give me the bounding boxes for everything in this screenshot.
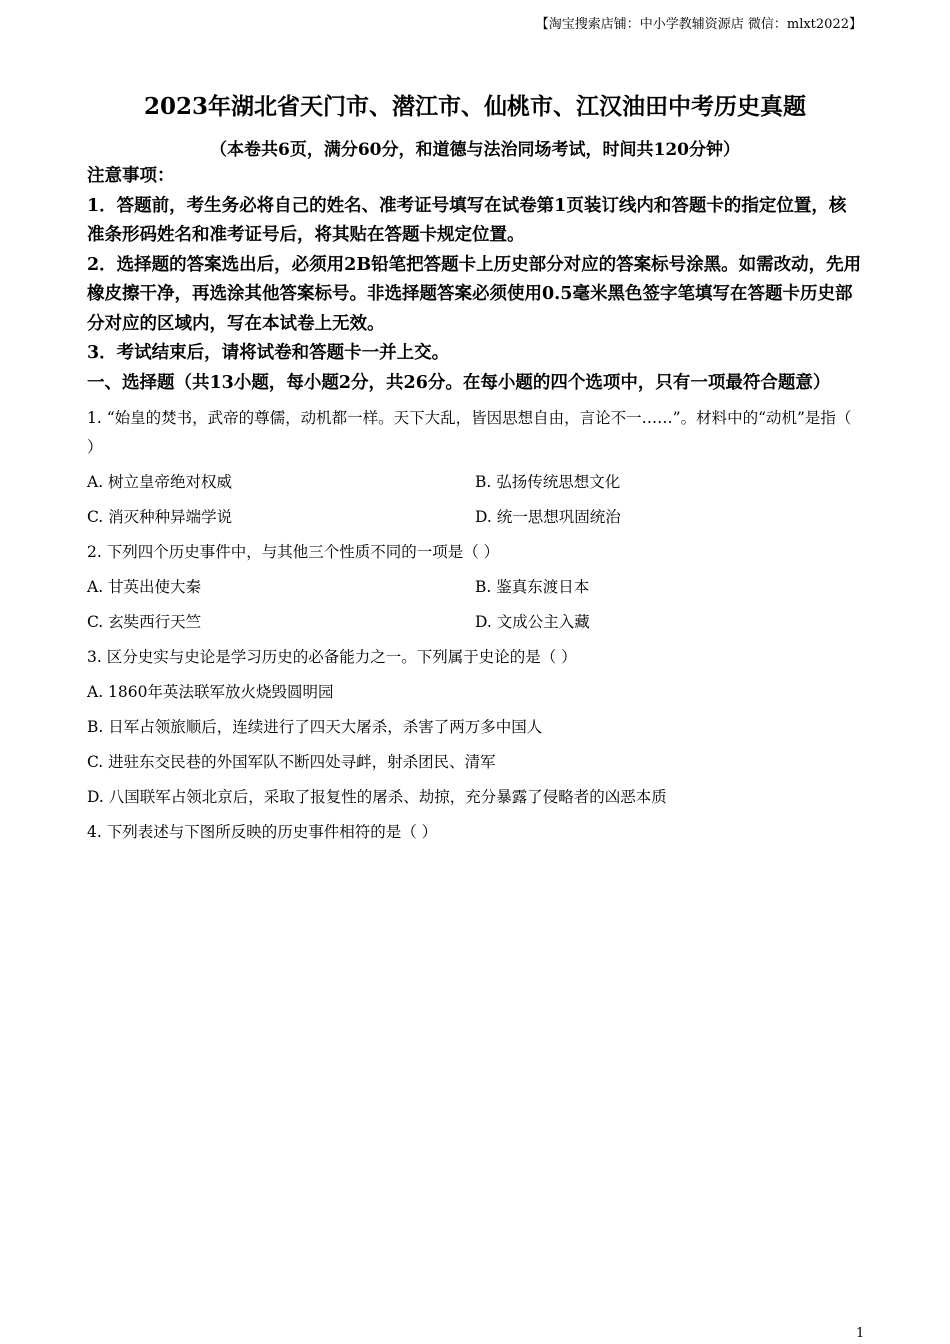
page-subtitle: （本卷共6页，满分60分，和道德与法治同场考试，时间共120分钟） xyxy=(210,140,740,160)
question-2 xyxy=(87,538,862,637)
question-3 xyxy=(87,643,862,812)
option-a: A. 1860年英法联军放火烧毁圆明园 xyxy=(87,683,334,701)
option-d: D. 统一思想巩固统治 xyxy=(475,508,621,526)
exam-content xyxy=(87,162,862,847)
header-note: 【淘宝搜索店铺：中小学教辅资源店 微信：mlxt2022】 xyxy=(535,17,862,32)
question-stem: 3. 区分史实与史论是学习历史的必备能力之一。下列属于史论的是（ ） xyxy=(87,648,577,666)
option-c: C. 消灭种种异端学说 xyxy=(87,508,233,526)
option-c: C. 进驻东交民巷的外国军队不断四处寻衅，射杀团民、清军 xyxy=(87,753,496,771)
option-grid xyxy=(87,468,862,532)
question-stem: 1. “始皇的焚书，武帝的尊儒，动机都一样。天下大乱，皆因思想自由，言论不一……”。材料中的“动机”是指（ ） xyxy=(87,409,852,456)
notice-item: 1．答题前，考生务必将自己的姓名、准考证号填写在试卷第1页装订线内和答题卡的指定位置，核准条形码姓名和准考证号后，将其贴在答题卡规定位置。 xyxy=(87,195,847,245)
question-stem: 2. 下列四个历史事件中，与其他三个性质不同的一项是（ ） xyxy=(87,543,500,561)
notice-item: 2．选择题的答案选出后，必须用2B铅笔把答题卡上历史部分对应的答案标号涂黑。如需改动，先用橡皮擦干净，再选涂其他答案标号。非选择题答案必须使用0.5毫米黑色签字笔填写在答题卡历史部分对应的区域内，写在本试卷上无效。 xyxy=(87,254,862,334)
question-1 xyxy=(87,404,862,532)
option-d: D. 文成公主入藏 xyxy=(475,613,590,631)
option-c: C. 玄奘西行天竺 xyxy=(87,613,202,631)
option-grid xyxy=(87,573,862,637)
question-4 xyxy=(87,818,862,847)
option-a: A. 甘英出使大秦 xyxy=(87,578,202,596)
option-d: D. 八国联军占领北京后，采取了报复性的屠杀、劫掠，充分暴露了侵略者的凶恶本质 xyxy=(87,788,667,806)
option-list xyxy=(87,678,862,812)
option-b: B. 鉴真东渡日本 xyxy=(475,578,590,596)
option-a: A. 树立皇帝绝对权威 xyxy=(87,473,233,491)
page-title: 2023年湖北省天门市、潜江市、仙桃市、江汉油田中考历史真题 xyxy=(143,93,806,120)
option-b: B. 日军占领旅顺后，连续进行了四天大屠杀，杀害了两万多中国人 xyxy=(87,718,543,736)
notice-item: 3．考试结束后，请将试卷和答题卡一并上交。 xyxy=(87,343,450,363)
page-number: 1 xyxy=(856,1326,865,1341)
question-stem: 4. 下列表述与下图所反映的历史事件相符的是（ ） xyxy=(87,823,438,841)
option-b: B. 弘扬传统思想文化 xyxy=(475,473,621,491)
notice-heading: 注意事项： xyxy=(87,166,175,186)
section-heading: 一、选择题（共13小题，每小题2分，共26分。在每小题的四个选项中，只有一项最符合题意） xyxy=(87,372,831,393)
